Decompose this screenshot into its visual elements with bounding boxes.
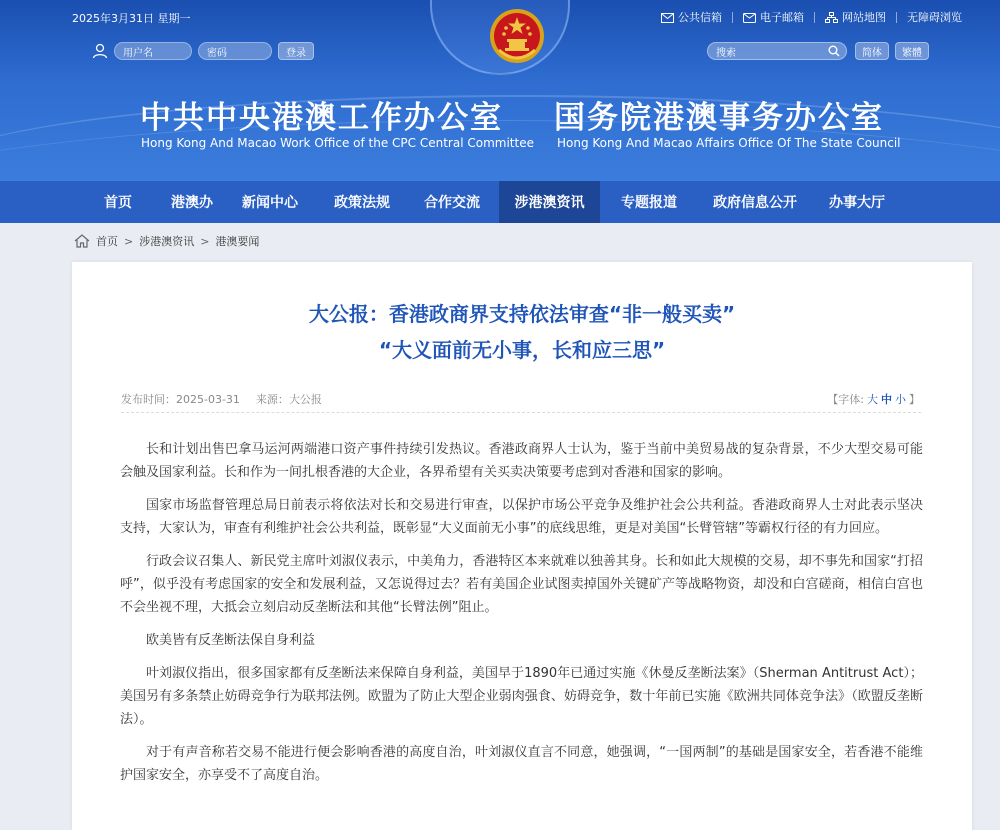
email-label: 电子邮箱 <box>760 11 804 24</box>
breadcrumb-home[interactable]: 首页 <box>96 235 118 248</box>
national-emblem-icon <box>487 6 547 68</box>
article-paragraph: 叶刘淑仪指出，很多国家都有反垄断法来保障自身利益，美国早于1890年已通过实施《休曼反垄断法案》（Sherman Antitrust Act）；美国另有多条禁止妨碍竞争行为联邦法例。欧盟为了防止大型企业弱肉强食、妨碍竞争，数十年前已实施《欧洲共同体竞争法》（欧盟反垄断法）。 <box>120 666 923 727</box>
breadcrumb-separator: > <box>124 234 134 248</box>
meta-divider <box>121 412 921 413</box>
nav-item-policy[interactable]: 政策法规 <box>334 195 390 211</box>
article-subheading: 欧美皆有反垄断法保自身利益 <box>146 633 316 648</box>
article-body <box>120 438 923 797</box>
sitemap-icon <box>825 12 838 23</box>
mail-icon <box>661 12 674 23</box>
username-input[interactable]: 用户名 <box>114 42 192 60</box>
font-size-bracket: 】 <box>909 393 920 406</box>
sitemap-label: 网站地图 <box>842 11 886 24</box>
public-mailbox-link[interactable] <box>651 9 732 25</box>
nav-item-news[interactable]: 新闻中心 <box>242 195 298 211</box>
password-input[interactable]: 密码 <box>198 42 272 60</box>
font-size-small-button[interactable]: 小 <box>895 393 906 406</box>
font-size-control <box>827 391 920 407</box>
login-button[interactable]: 登录 <box>278 42 314 60</box>
sitemap-link[interactable] <box>815 9 896 25</box>
cpc-office-title: 中共中央港澳工作办公室 <box>140 100 503 136</box>
publish-date-value: 2025-03-31 <box>176 393 240 406</box>
accessibility-label: 无障碍浏览 <box>907 11 962 24</box>
breadcrumb-separator: > <box>200 234 210 248</box>
nav-item-home[interactable]: 首页 <box>104 195 132 211</box>
search-icon[interactable] <box>828 45 840 57</box>
traditional-chinese-button[interactable]: 繁體 <box>895 42 929 60</box>
login-bar <box>92 42 314 60</box>
email-icon <box>743 12 756 23</box>
article-paragraph: 国家市场监督管理总局日前表示将依法对长和交易进行审查，以保护市场公平竞争及维护社会公共利益。香港政商界人士对此表示坚决支持，大家认为，审查有利维护社会公共利益，既彰显“大义面前无小事”的底线思维，更是对美国“长臂管辖”等霸权行径的有力回应。 <box>120 498 923 536</box>
breadcrumb <box>74 233 259 249</box>
home-icon <box>74 234 90 248</box>
cpc-office-subtitle: Hong Kong And Macao Work Office of the CPC Central Committee <box>141 136 534 150</box>
publish-date-label: 发布时间： <box>121 393 176 406</box>
email-link[interactable] <box>733 9 814 25</box>
nav-item-special-reports[interactable]: 专题报道 <box>621 195 677 211</box>
accessibility-link[interactable] <box>897 9 972 25</box>
nav-item-gov-info[interactable]: 政府信息公开 <box>713 195 797 211</box>
current-date: 2025年3月31日 星期一 <box>72 12 191 25</box>
nav-item-hkmacao-news[interactable]: 涉港澳资讯 <box>499 181 600 223</box>
site-header <box>0 0 1000 181</box>
user-icon <box>92 43 108 59</box>
state-council-office-subtitle: Hong Kong And Macao Affairs Office Of The State Council <box>557 136 901 150</box>
source-label: 来源： <box>255 393 289 406</box>
main-nav <box>0 181 1000 223</box>
utility-links <box>651 9 972 25</box>
publish-date <box>121 391 240 407</box>
nav-item-office[interactable]: 港澳办 <box>171 195 213 211</box>
source-value: 大公报 <box>288 393 322 406</box>
article-paragraph: 行政会议召集人、新民党主席叶刘淑仪表示，中美角力，香港特区本来就难以独善其身。长和如此大规模的交易，却不事先和国家“打招呼”，似乎没有考虑国家的安全和发展利益，又怎说得过去？若有美国企业试图卖掉国外关键矿产等战略物资，却没和白宫磋商，相信白宫也不会坐视不理，大抵会立刻启动反垄断法和其他“长臂法例”阻止。 <box>120 554 923 615</box>
font-size-label: 【字体: <box>827 393 864 406</box>
font-size-large-button[interactable]: 大 <box>867 393 878 406</box>
article-paragraph: 对于有声音称若交易不能进行便会影响香港的高度自治，叶刘淑仪直言不同意，她强调，“一国两制”的基础是国家安全，若香港不能维护国家安全，亦享受不了高度自治。 <box>120 745 923 783</box>
nav-item-cooperation[interactable]: 合作交流 <box>424 195 480 211</box>
article-title-line1: 大公报：香港政商界支持依法审查“非一般买卖” <box>308 302 736 326</box>
breadcrumb-hkmacao-news[interactable]: 涉港澳资讯 <box>139 235 195 248</box>
article-title-line2: “大义面前无小事，长和应三思” <box>378 338 666 362</box>
article-meta <box>121 391 322 407</box>
public-mailbox-label: 公共信箱 <box>678 11 722 24</box>
article-paragraph: 长和计划出售巴拿马运河两端港口资产事件持续引发热议。香港政商界人士认为，鉴于当前中美贸易战的复杂背景，不少大型交易可能会触及国家利益。长和作为一间扎根香港的大企业，各界希望有关买卖决策要考虑到对香港和国家的影响。 <box>120 442 923 480</box>
simplified-chinese-button[interactable]: 简体 <box>855 42 889 60</box>
search-placeholder: 搜索 <box>716 47 736 59</box>
nav-item-service-hall[interactable]: 办事大厅 <box>829 195 885 211</box>
search-input[interactable] <box>707 42 847 60</box>
article-source <box>256 391 322 407</box>
state-council-office-title: 国务院港澳事务办公室 <box>554 100 884 136</box>
breadcrumb-current[interactable]: 港澳要闻 <box>215 235 260 248</box>
article-panel <box>72 262 972 830</box>
font-size-medium-button[interactable]: 中 <box>881 393 892 406</box>
